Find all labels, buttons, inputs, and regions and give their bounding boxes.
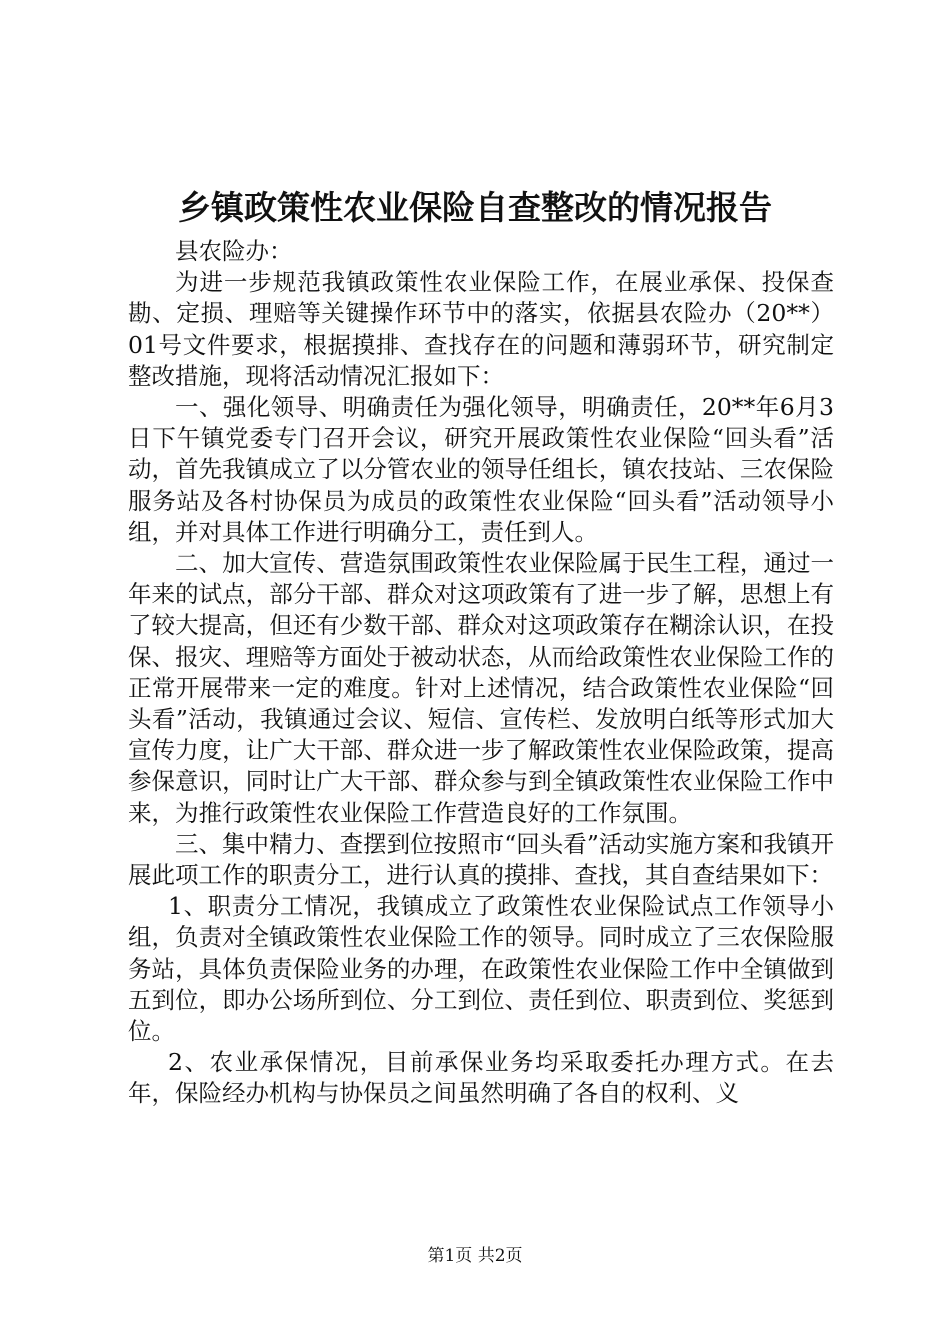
page-number: 第1页 共2页 xyxy=(427,1246,523,1266)
paragraph-section-1: 一、强化领导、明确责任为强化领导，明确责任，20**年6月3日下午镇党委专门召开会议，研究开展政策性农业保险“回头看”活动，首先我镇成立了以分管农业的领导任组长，镇农技站、三农保险服务站及各村协保员为成员的政策性农业保险“回头看”活动领导小组，并对具体工作进行明确分工，责任到人。 xyxy=(128,393,834,546)
paragraph-item-2: 2、农业承保情况，目前承保业务均采取委托办理方式。在去年，保险经办机构与协保员之间虽然明确了各自的权利、义 xyxy=(128,1048,834,1108)
paragraph-intro: 为进一步规范我镇政策性农业保险工作，在展业承保、投保查勘、定损、理赔等关键操作环节中的落实，依据县农险办（20**）01号文件要求，根据摸排、查找存在的问题和薄弱环节，研究制定整改措施，现将活动情况汇报如下： xyxy=(128,268,834,390)
paragraph-section-2: 二、加大宣传、营造氛围政策性农业保险属于民生工程，通过一年来的试点，部分干部、群众对这项政策有了进一步了解，思想上有了较大提高，但还有少数干部、群众对这项政策存在糊涂认识，在投保、报灾、理赔等方面处于被动状态，从而给政策性农业保险工作的正常开展带来一定的难度。针对上述情况，结合政策性农业保险“回头看”活动，我镇通过会议、短信、宣传栏、发放明白纸等形式加大宣传力度，让广大干部、群众进一步了解政策性农业保险政策，提高参保意识，同时让广大干部、群众参与到全镇政策性农业保险工作中来，为推行政策性农业保险工作营造良好的工作氛围。 xyxy=(128,549,834,827)
salutation: 县农险办： xyxy=(175,237,293,265)
paragraph-item-1: 1、职责分工情况，我镇成立了政策性农业保险试点工作领导小组，负责对全镇政策性农业保险工作的领导。同时成立了三农保险服务站，具体负责保险业务的办理，在政策性农业保险工作中全镇做到五到位，即办公场所到位、分工到位、责任到位、职责到位、奖惩到位。 xyxy=(128,892,834,1046)
paragraph-section-3: 三、集中精力、查摆到位按照市“回头看”活动实施方案和我镇开展此项工作的职责分工，进行认真的摸排、查找，其自查结果如下： xyxy=(128,829,834,890)
document-body xyxy=(128,236,834,1110)
document-title: 乡镇政策性农业保险自查整改的情况报告 xyxy=(178,188,772,227)
